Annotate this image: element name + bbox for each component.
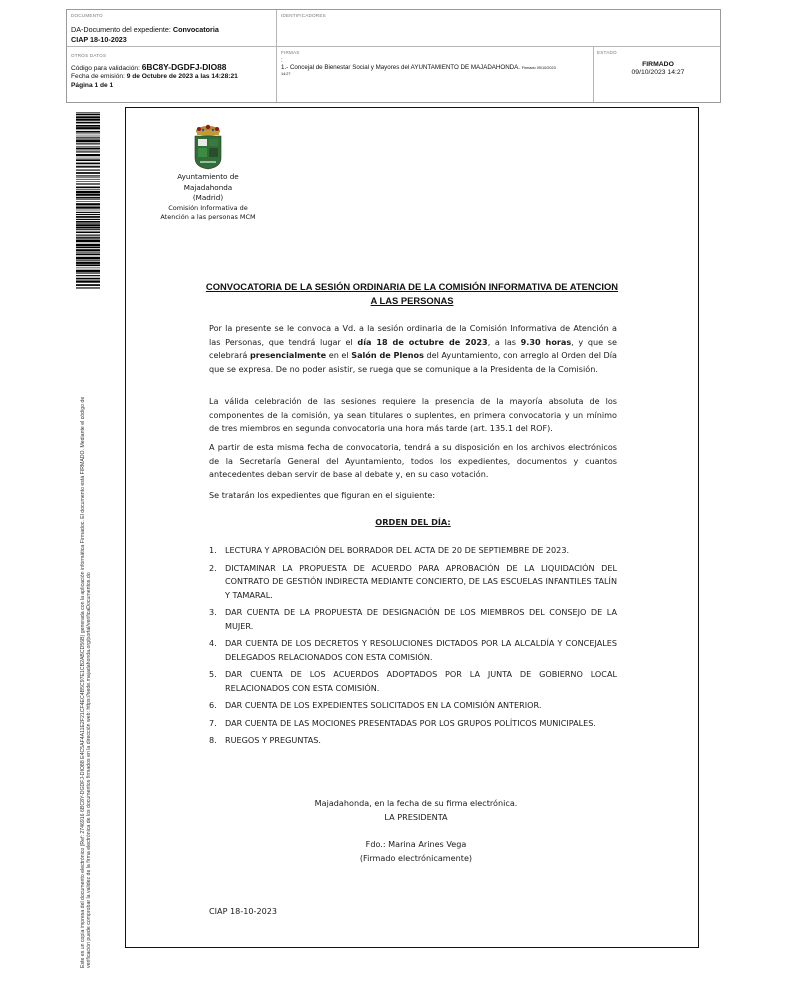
agenda-item-number: 4. (209, 638, 217, 648)
agenda-list (209, 544, 617, 752)
agenda-item-text: DAR CUENTA DE LAS MOCIONES PRESENTADAS POR LOS GRUPOS POLÍTICOS MUNICIPALES. (225, 717, 596, 728)
p1-venue: Salón de Plenos (351, 350, 424, 360)
signature-block (276, 797, 556, 865)
firmas-colon: : (281, 58, 283, 64)
commission-line-2: Atención a las personas MCM (160, 212, 256, 221)
agenda-item-text: LECTURA Y APROBACIÓN DEL BORRADOR DEL ACTA DE 20 DE SEPTIEMBRE DE 2023. (225, 545, 570, 555)
documento-label: DOCUMENTO (71, 13, 103, 18)
agenda-item-number: 7. (209, 717, 217, 728)
sign-name: Fdo.: Marina Arines Vega (365, 839, 467, 849)
signature-stamp-table (66, 9, 721, 103)
muni-region: (Madrid) (192, 193, 224, 202)
muni-line-1: Ayuntamiento de (177, 172, 239, 181)
signer-text: 1.- Concejal de Bienestar Social y Mayores del AYUNTAMIENTO DE MAJADAHONDA. (281, 64, 520, 71)
municipal-crest-icon (189, 124, 227, 170)
identificadores-cell (281, 13, 326, 18)
agenda-item-number: 6. (209, 700, 217, 710)
page-count: Página 1 de 1 (71, 81, 114, 89)
commission-line-1: Comisión Informativa de (168, 203, 248, 212)
documento-prefix: DA-Documento del expediente: (71, 25, 171, 34)
firmas-label: FIRMAS (281, 50, 300, 55)
agenda-item-text: RUEGOS Y PREGUNTAS. (225, 735, 321, 745)
otros-label: OTROS DATOS (71, 53, 107, 58)
paragraph-availability: A partir de esta misma fecha de convocatoria, tendrá a su disposición en los archivos electrónicos de la Secretaría General del Ayuntamiento, todos los expedientes, documentos y cuantos antecedentes deban servir de base al debate y, en su caso votación. (209, 442, 617, 479)
status-date: 09/10/2023 14:27 (631, 69, 685, 76)
documento-type: Convocatoria (172, 25, 219, 34)
agenda-item-number: 3. (209, 607, 217, 617)
firmas-cell (281, 50, 593, 76)
p1-text-c: , a las (487, 336, 521, 347)
agenda-item-text: DAR CUENTA DE LA PROPUESTA DE DESIGNACIÓN DE LOS MIEMBROS DEL CONSEJO DE LA MUJER. (225, 607, 617, 631)
agenda-item (209, 544, 617, 558)
p1-text-g: en el (326, 350, 352, 360)
agenda-item-number: 1. (209, 545, 217, 555)
sign-place: Majadahonda, en la fecha de su firma electrónica. (314, 798, 518, 808)
agenda-item-number: 2. (209, 562, 217, 573)
fecha-prefix: Fecha de emisión: (71, 73, 125, 81)
otros-datos-cell (71, 53, 277, 90)
agenda-item-number: 8. (209, 735, 217, 745)
issue-date: 9 de Octubre de 2023 a las 14:28:21 (126, 73, 238, 81)
paragraph-intro: Se tratarán los expedientes que figuran en el siguiente: (209, 490, 436, 500)
agenda-item (209, 637, 617, 664)
paragraph-quorum: La válida celebración de las sesiones requiere la presencia de la mayoría absoluta de los componentes de la comisión, ya sean titulares o suplentes, en primera convocatoria y un mínimo de tres miembros en segunda convocatoria una hora más tarde (art. 135.1 del ROF). (209, 396, 617, 433)
agenda-item (209, 734, 617, 748)
muni-line-2: Majadahonda (183, 182, 233, 192)
verification-sidenote (80, 308, 93, 968)
agenda-item (209, 699, 617, 713)
p1-text-i: del Ayuntamiento, con arreglo al Orden del Día que se expresa. De no poder asistir, se ruega que se comunique a la Presidenta de la Comisión. (209, 350, 617, 374)
p1-text-a: Por la presente se le convoca a Vd. a la sesión ordinaria de la Comisión Informativa de Atención a las Personas, que tendrá lugar el (209, 323, 617, 347)
barcode-image (76, 112, 100, 290)
document-title: CONVOCATORIA DE LA SESIÓN ORDINARIA DE LA COMISIÓN INFORMATIVA DE ATENCION A LAS PERSONAS (205, 281, 619, 306)
agenda-title: ORDEN DEL DÍA: (375, 517, 451, 527)
document-cell (71, 13, 271, 44)
footer-reference: CIAP 18-10-2023 (209, 906, 278, 916)
municipality-block (148, 172, 268, 222)
agenda-item-text: DAR CUENTA DE LOS DECRETOS Y RESOLUCIONES DICTADOS POR LA ALCALDÍA Y CONCEJALES DELEGADOS RELACIONADOS CON ESTA COMISIÓN. (225, 638, 617, 662)
identificadores-label: IDENTIFICADORES (281, 13, 326, 18)
signer-time: 14:27 (281, 72, 291, 76)
sign-role: LA PRESIDENTA (384, 811, 448, 822)
agenda-item (209, 606, 617, 633)
agenda-item-text: DICTAMINAR LA PROPUESTA DE ACUERDO PARA APROBACIÓN DE LA LIQUIDACIÓN DEL CONTRATO DE GESTIÓN INDIRECTA MEDIANTE CONCIERTO, DE LAS ESCUELAS INFANTILES TALÍN Y TAMARAL. (225, 562, 617, 600)
codigo-prefix: Código para validación: (71, 65, 140, 72)
status-badge: FIRMADO (642, 61, 674, 68)
documento-id: CIAP 18-10-2023 (71, 35, 127, 44)
signer-signed: Firmado 09/10/2023 (521, 66, 556, 70)
sign-note: (Firmado electrónicamente) (359, 852, 473, 863)
agenda-item (209, 562, 617, 603)
paragraph-convocation (209, 322, 617, 376)
estado-cell (597, 50, 719, 76)
agenda-item-number: 5. (209, 669, 217, 679)
p1-text-e: , y que se celebrará (209, 336, 617, 360)
p1-date: día 18 de octubre de 2023 (357, 336, 488, 347)
validation-code[interactable]: 6BC8Y-DGDFJ-DIO88 (141, 62, 227, 72)
agenda-item-text: DAR CUENTA DE LOS EXPEDIENTES SOLICITADOS EN LA COMISIÓN ANTERIOR. (225, 700, 542, 710)
sidenote-line-2: verificación puede comprobar la validez de la firma electrónica de los documentos firmados en la dirección web: https://sede.majadahonda.org/portal/verificaDocumentos.do (86, 572, 93, 968)
estado-label: ESTADO (597, 50, 617, 55)
p1-time: 9.30 horas (520, 336, 572, 347)
agenda-item (209, 717, 617, 731)
p1-presencial: presencialmente (249, 350, 327, 360)
agenda-item (209, 668, 617, 695)
agenda-item-text: DAR CUENTA DE LOS ACUERDOS ADOPTADOS POR LA JUNTA DE GOBIERNO LOCAL RELACIONADOS CON ESTA COMISIÓN. (225, 669, 617, 693)
document-page (125, 107, 699, 948)
sidenote-line-1: Este es un copia impresa del documento electrónico (Ref: 2746916 6BC8Y-DGDFJ-DIO88 E4C5AF4A11E2F21CF4EC4B5C97E1CB2ABCD56B) generada con la aplicación informática Firmadoc. El documento está FIRMADO. Mediante el código de (80, 396, 86, 968)
